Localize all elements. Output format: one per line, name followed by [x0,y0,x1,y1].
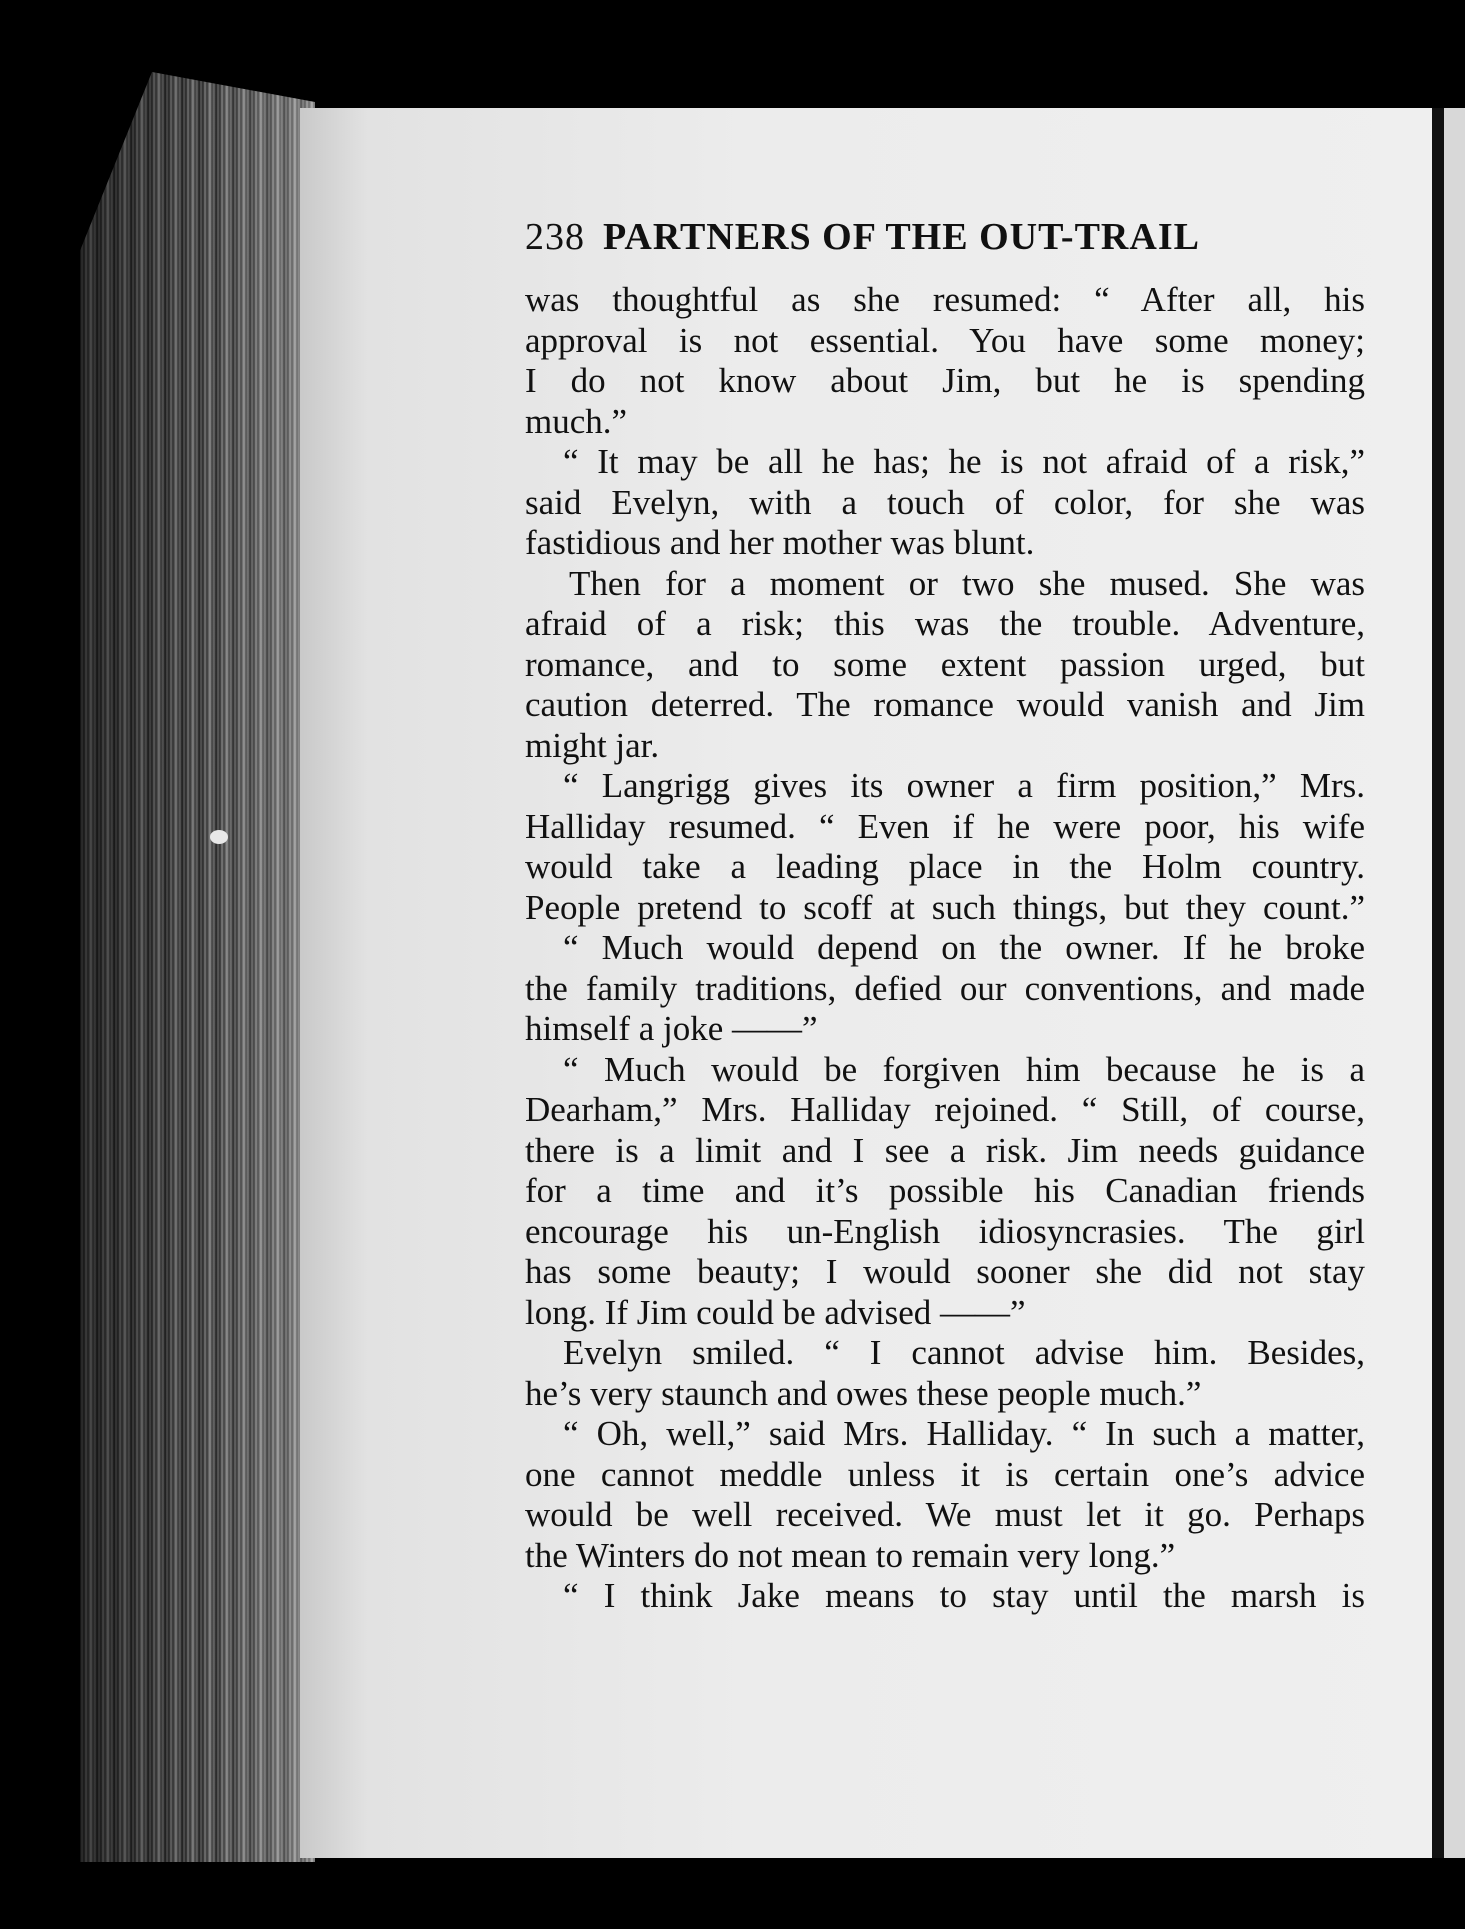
text-line: encourage his un-English idiosyncrasies. The girl [525,1211,1365,1251]
page-edges [80,72,315,1862]
text-line: he’s very staunch and owes these people much.” [525,1373,1202,1413]
text-line: “ Much would depend on the owner. If he broke [563,928,1365,967]
scan-speck [210,830,228,844]
text-line: much.” [525,401,628,441]
text-line: one cannot meddle unless it is certain one’s advice [525,1454,1365,1494]
text-line: I do not know about Jim, but he is spending [525,361,1365,400]
text-line: was thoughtful as she resumed: “ After all, his [525,280,1365,319]
text-line: Dearham,” Mrs. Halliday rejoined. “ Still, of course, [525,1090,1365,1129]
text-line: afraid of a risk; this was the trouble. Adventure, [525,604,1365,643]
gutter-shadow [1432,108,1444,1858]
text-line: might jar. [525,725,660,765]
book-title: PARTNERS OF THE OUT-TRAIL [603,216,1200,258]
text-line: would be well received. We must let it go. Perhaps [525,1495,1365,1534]
text-line: caution deterred. The romance would vanish and Jim [525,685,1365,724]
text-line: the family traditions, defied our conventions, and made [525,968,1365,1008]
text-line: the Winters do not mean to remain very long.” [525,1535,1176,1575]
page-text [525,212,1365,1617]
text-line: has some beauty; I would sooner she did not stay [525,1252,1365,1291]
text-line: “ I think Jake means to stay until the marsh is [563,1576,1365,1615]
text-line: fastidious and her mother was blunt. [525,523,1035,562]
text-line: himself a joke ——” [525,1009,818,1048]
text-line: Halliday resumed. “ Even if he were poor, his wife [525,806,1365,846]
page-number: 238 [525,216,585,258]
text-line: there is a limit and I see a risk. Jim needs guidance [525,1130,1365,1170]
text-line: Then for a moment or two she mused. She was [569,563,1365,603]
facing-page-edge [1444,108,1465,1858]
text-line: “ Langrigg gives its owner a firm position,” Mrs. [563,766,1365,805]
text-line: People pretend to scoff at such things, but they count.” [525,887,1365,927]
text-line: long. If Jim could be advised ——” [525,1292,1026,1332]
running-head [525,212,1365,262]
text-line: “ Much would be forgiven him because he is a [563,1049,1365,1089]
text-line: romance, and to some extent passion urged, but [525,644,1365,684]
text-line: approval is not essential. You have some money; [525,320,1365,360]
text-line: for a time and it’s possible his Canadian friends [525,1171,1365,1210]
text-line: “ It may be all he has; he is not afraid of a risk,” [563,442,1365,481]
text-line: “ Oh, well,” said Mrs. Halliday. “ In such a matter, [563,1414,1365,1453]
text-line: Evelyn smiled. “ I cannot advise him. Besides, [563,1333,1365,1372]
text-line: would take a leading place in the Holm country. [525,847,1365,886]
text-line: said Evelyn, with a touch of color, for she was [525,482,1365,522]
